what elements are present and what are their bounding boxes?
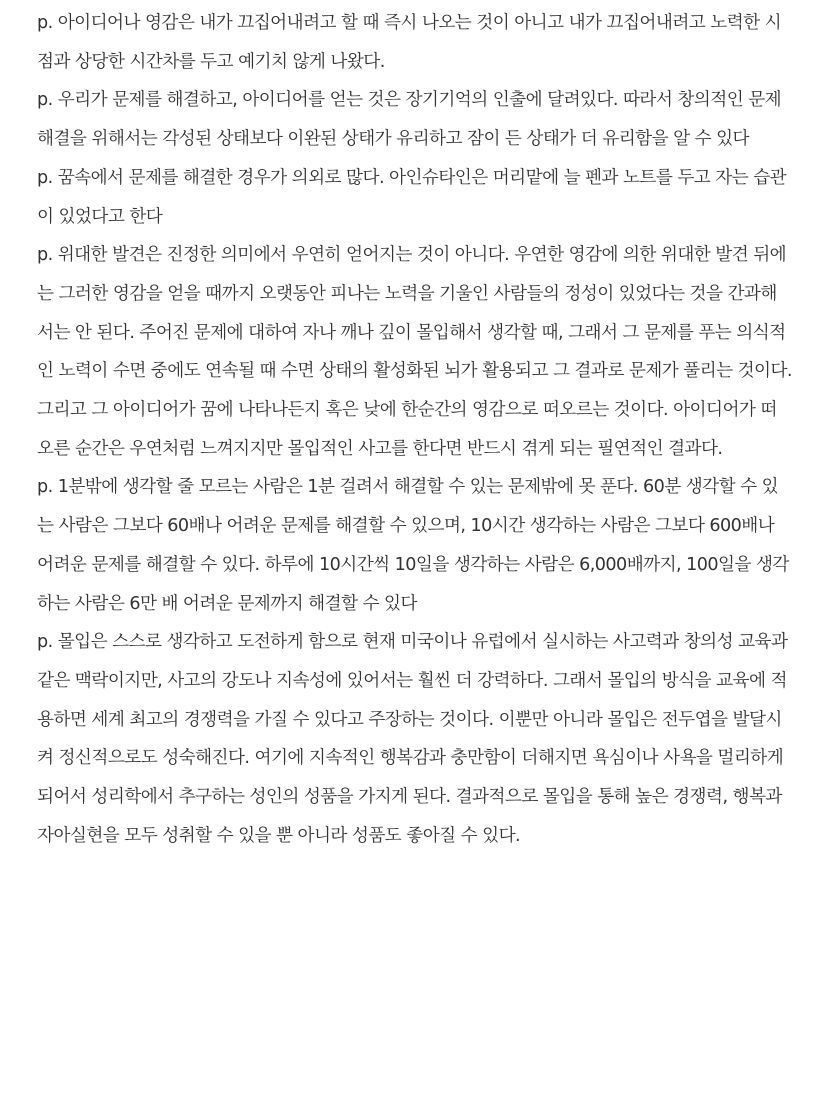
paragraph-3: p. 꿈속에서 문제를 해결한 경우가 의외로 많다. 아인슈타인은 머리맡에 늘 펜과 노트를 두고 자는 습관이 있었다고 한다 [37, 167, 787, 227]
paragraph-4: p. 위대한 발견은 진정한 의미에서 우연히 얻어지는 것이 아니다. 우연한 영감에 의한 위대한 발견 뒤에는 그러한 영감을 얻을 때까지 오랫동안 피나는 노력을 기울인 사람들의 정성이 있었다는 것을 간과해서는 안 된다. 주어진 문제에 대하여 자나 깨나 깊이 몰입해서 생각할 때, 그래서 그 문제를 푸는 의식적인 노력이 수면 중에도 연속될 때 수면 상태의 활성화된 뇌가 활용되고 그 결과로 문제가 풀리는 것이다. 그리고 그 아이디어가 꿈에 나타나든지 혹은 낮에 한순간의 영감으로 떠오르는 것이다. 아이디어가 떠오른 순간은 우연처럼 느껴지지만 몰입적인 사고를 한다면 반드시 겪게 되는 필연적인 결과다. [37, 245, 792, 459]
paragraph-2: p. 우리가 문제를 해결하고, 아이디어를 얻는 것은 장기기억의 인출에 달려있다. 따라서 창의적인 문제 해결을 위해서는 각성된 상태보다 이완된 상태가 유리하고 잠이 든 상태가 더 유리함을 알 수 있다 [37, 90, 782, 150]
paragraph-6: p. 몰입은 스스로 생각하고 도전하게 함으로 현재 미국이나 유럽에서 실시하는 사고력과 창의성 교육과 같은 맥락이지만, 사고의 강도나 지속성에 있어서는 훨씬 더 강력하다. 그래서 몰입의 방식을 교육에 적용하면 세계 최고의 경쟁력을 가질 수 있다고 주장하는 것이다. 이뿐만 아니라 몰입은 전두엽을 발달시켜 정신적으로도 성숙해진다. 여기에 지속적인 행복감과 충만함이 더해지면 욕심이나 사욕을 멀리하게 되어서 성리학에서 추구하는 성인의 성품을 가지게 된다. 결과적으로 몰입을 통해 높은 경쟁력, 행복과 자아실현을 모두 성취할 수 있을 뿐 아니라 성품도 좋아질 수 있다. [37, 632, 788, 846]
paragraph-1: p. 아이디어나 영감은 내가 끄집어내려고 할 때 즉시 나오는 것이 아니고 내가 끄집어내려고 노력한 시점과 상당한 시간차를 두고 예기치 않게 나왔다. [37, 13, 782, 72]
paragraph-5: p. 1분밖에 생각할 줄 모르는 사람은 1분 걸려서 해결할 수 있는 문제밖에 못 푼다. 60분 생각할 수 있는 사람은 그보다 60배나 어려운 문제를 해결할 수 있으며, 10시간 생각하는 사람은 그보다 600배나 어려운 문제를 해결할 수 있다. 하루에 10시간씩 10일을 생각하는 사람은 6,000배까지, 100일을 생각하는 사람은 6만 배 어려운 문제까지 해결할 수 있다 [37, 477, 789, 614]
